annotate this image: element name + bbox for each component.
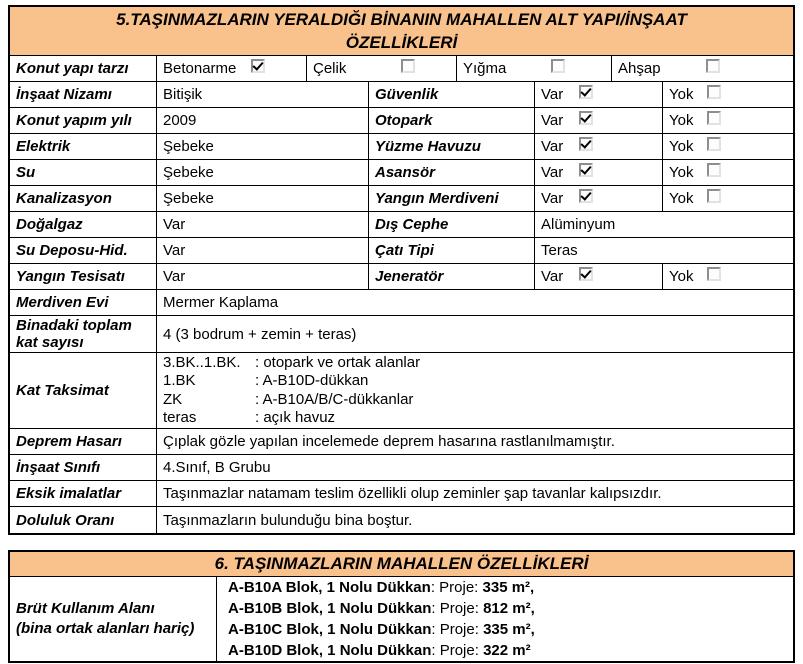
var-checkbox[interactable] [579,85,593,99]
field-label-konut-yapi-tarzi [10,56,157,81]
var-cell [535,186,663,211]
yok-cell [663,160,793,185]
yok-label: Yok [669,268,694,285]
area-line [228,640,531,661]
kat-line [163,372,368,391]
var-label: Var [541,138,564,155]
value-text: Taşınmazların bulunduğu bina boştur. [163,511,413,529]
var-checkbox[interactable] [579,267,593,281]
section6-header [10,552,793,577]
var-label: Var [541,164,564,181]
value-text: Mermer Kaplama [163,294,279,311]
row-insaat-nizami [10,82,793,108]
label-text: Çatı Tipi [375,242,434,259]
yok-label: Yok [669,138,694,155]
section6-title: 6. TAŞINMAZLARIN MAHALLEN ÖZELLİKLERİ [214,554,589,573]
row-su-deposu [10,238,793,264]
row-kanalizasyon [10,186,793,212]
label-text: Deprem Hasarı [16,433,122,450]
var-checkbox[interactable] [579,137,593,151]
field-label [10,264,157,289]
yok-cell [663,108,793,133]
label-text: Güvenlik [375,86,439,103]
kat-value: : açık havuz [255,409,336,426]
field-label [10,108,157,133]
label-text: Yüzme Havuzu [375,138,481,155]
yigma-checkbox[interactable] [551,59,565,73]
var-checkbox[interactable] [579,163,593,177]
option-ahsap [612,56,793,81]
field-label [10,481,157,506]
var-checkbox[interactable] [579,111,593,125]
label-text: İnşaat Sınıfı [16,459,101,476]
field-value [157,134,369,159]
field-label-right [369,82,535,107]
section5-table [8,5,795,535]
kat-key: teras [163,409,197,426]
field-label [10,429,157,454]
field-value [217,577,793,661]
label-text: Dış Cephe [375,216,449,233]
row-yangin-tesisati [10,264,793,290]
value-text: Bitişik [163,86,203,103]
yok-checkbox[interactable] [707,137,721,151]
field-label-right [369,160,535,185]
area-mid: : Proje: [431,642,484,659]
field-label [10,290,157,315]
field-label [10,316,157,352]
row-konut-yapi-tarzi [10,56,793,82]
row-su [10,160,793,186]
var-label: Var [541,190,564,207]
block-name: A-B10C Blok, 1 Nolu Dükkan [228,621,432,638]
label-text: Konut yapım yılı [16,112,132,129]
area-value: 812 m², [483,600,535,617]
yok-checkbox[interactable] [707,85,721,99]
field-label [10,186,157,211]
value-text: Şebeke [163,190,214,207]
value-text: 4.Sınıf, B Grubu [163,459,271,476]
value-text: Var [163,216,186,233]
field-value [157,264,369,289]
var-cell [535,264,663,289]
field-label-right [369,212,535,237]
var-cell [535,160,663,185]
value-text: Alüminyum [541,216,616,233]
row-kat-sayisi [10,316,793,353]
yok-label: Yok [669,164,694,181]
label-text: Kanalizasyon [16,190,112,207]
label-text: Asansör [375,164,436,181]
field-value-right [535,238,793,263]
label-text: Doğalgaz [16,216,83,233]
var-cell [535,108,663,133]
yok-label: Yok [669,112,694,129]
yok-cell [663,82,793,107]
section5-title-line1: 5.TAŞINMAZLARIN YERALDIĞI BİNANIN MAHALLEN ALT YAPI/İNŞAAT [116,10,687,29]
value-text: Var [163,268,186,285]
yok-cell [663,264,793,289]
area-line [228,619,535,640]
option-celik [307,56,457,81]
yok-cell [663,134,793,159]
block-name: A-B10A Blok, 1 Nolu Dükkan [228,579,431,596]
var-cell [535,134,663,159]
field-value [157,108,369,133]
kat-value: : A-B10D-dükkan [255,372,369,389]
row-brut-kullanim-alani [10,577,793,661]
label-text: Konut yapı tarzı [16,60,129,77]
label-text: Kat Taksimat [16,382,109,399]
var-label: Var [541,112,564,129]
field-label-right [369,108,535,133]
field-label [10,82,157,107]
label-text: Binadaki toplam kat sayısı [16,317,132,351]
field-label [10,353,157,428]
yok-checkbox[interactable] [707,163,721,177]
field-value [157,186,369,211]
row-dogalgaz [10,212,793,238]
table-spacer [8,535,795,550]
label-text: Doluluk Oranı [16,511,115,529]
value-text: Var [163,242,186,259]
value-text: Taşınmazlar natamam teslim özellikli olup zeminler şap tavanlar kalıpsızdır. [163,485,662,502]
option-label: Yığma [463,60,507,77]
row-elektrik [10,134,793,160]
field-label [10,160,157,185]
row-merdiven-evi [10,290,793,316]
option-yigma [457,56,612,81]
block-name: A-B10B Blok, 1 Nolu Dükkan [228,600,432,617]
kat-key: 1.BK [163,372,196,389]
section5-header [10,7,793,56]
kat-line [163,354,420,373]
area-mid: : Proje: [431,600,484,617]
option-label: Ahşap [618,60,661,77]
value-text: Çıplak gözle yapılan incelemede deprem hasarına rastlanılmamıştır. [163,433,615,450]
field-value [157,290,793,315]
ahsap-checkbox[interactable] [706,59,720,73]
field-value [157,82,369,107]
label-text: Otopark [375,112,433,129]
option-betonarme [157,56,307,81]
field-label [10,134,157,159]
yok-cell [663,186,793,211]
label-text: Elektrik [16,138,71,155]
kat-key: 3.BK..1.BK. [163,353,241,371]
label-text: Eksik imalatlar [16,485,122,502]
section6-table [8,550,795,663]
field-label [10,455,157,480]
value-text: Teras [541,242,578,259]
field-value [157,160,369,185]
yok-label: Yok [669,190,694,207]
field-value [157,507,793,533]
row-kat-taksimat [10,353,793,429]
field-value [157,212,369,237]
field-label-right [369,238,535,263]
kat-line [163,391,413,410]
yok-label: Yok [669,86,694,103]
kat-value: : A-B10A/B/C-dükkanlar [255,390,414,408]
area-value: 335 m², [483,621,535,638]
label-text: İnşaat Nizamı [16,86,112,103]
field-value [157,429,793,454]
row-deprem-hasari [10,429,793,455]
label-text: Yangın Merdiveni [375,190,499,207]
yok-checkbox[interactable] [707,267,721,281]
section5-title-line2: ÖZELLİKLERİ [345,33,458,52]
field-value [157,238,369,263]
option-label: Betonarme [163,60,237,77]
label-text: Jeneratör [375,268,444,285]
row-insaat-sinifi [10,455,793,481]
field-label-right [369,264,535,289]
field-label [10,212,157,237]
yok-checkbox[interactable] [707,111,721,125]
field-value [157,455,793,480]
field-value [157,316,793,352]
value-text: Şebeke [163,164,214,181]
field-label-right [369,186,535,211]
kat-value: : otopark ve ortak alanlar [255,353,421,371]
block-name: A-B10D Blok, 1 Nolu Dükkan [228,642,432,659]
label-text: Su Deposu-Hid. [16,242,128,259]
label-text: Merdiven Evi [16,294,109,311]
area-line [228,577,534,598]
value-text: 4 (3 bodrum + zemin + teras) [163,325,357,343]
var-checkbox[interactable] [579,189,593,203]
option-label: Çelik [313,60,347,77]
field-value [157,481,793,506]
row-doluluk-orani [10,507,793,533]
field-label [10,507,157,533]
field-label [10,238,157,263]
kat-line [163,409,335,428]
label-line2: (bina ortak alanları hariç) [16,620,195,637]
label-text: Yangın Tesisatı [16,268,125,285]
value-text: Şebeke [163,138,214,155]
label-text: Su [16,164,36,181]
kat-key: ZK [163,390,183,408]
area-line [228,598,535,619]
label-line1: Brüt Kullanım Alanı [16,600,155,617]
celik-checkbox[interactable] [401,59,415,73]
area-mid: : Proje: [430,579,483,596]
value-text: 2009 [163,112,197,129]
row-konut-yapim-yili [10,108,793,134]
var-label: Var [541,268,564,285]
yok-checkbox[interactable] [707,189,721,203]
area-value: 322 m² [483,642,531,659]
row-eksik-imalatlar [10,481,793,507]
betonarme-checkbox[interactable] [251,59,265,73]
field-label [10,577,217,661]
var-label: Var [541,86,564,103]
field-value [157,353,793,428]
var-cell [535,82,663,107]
field-label-right [369,134,535,159]
area-mid: : Proje: [431,621,484,638]
field-value-right [535,212,793,237]
area-value: 335 m², [482,579,535,596]
